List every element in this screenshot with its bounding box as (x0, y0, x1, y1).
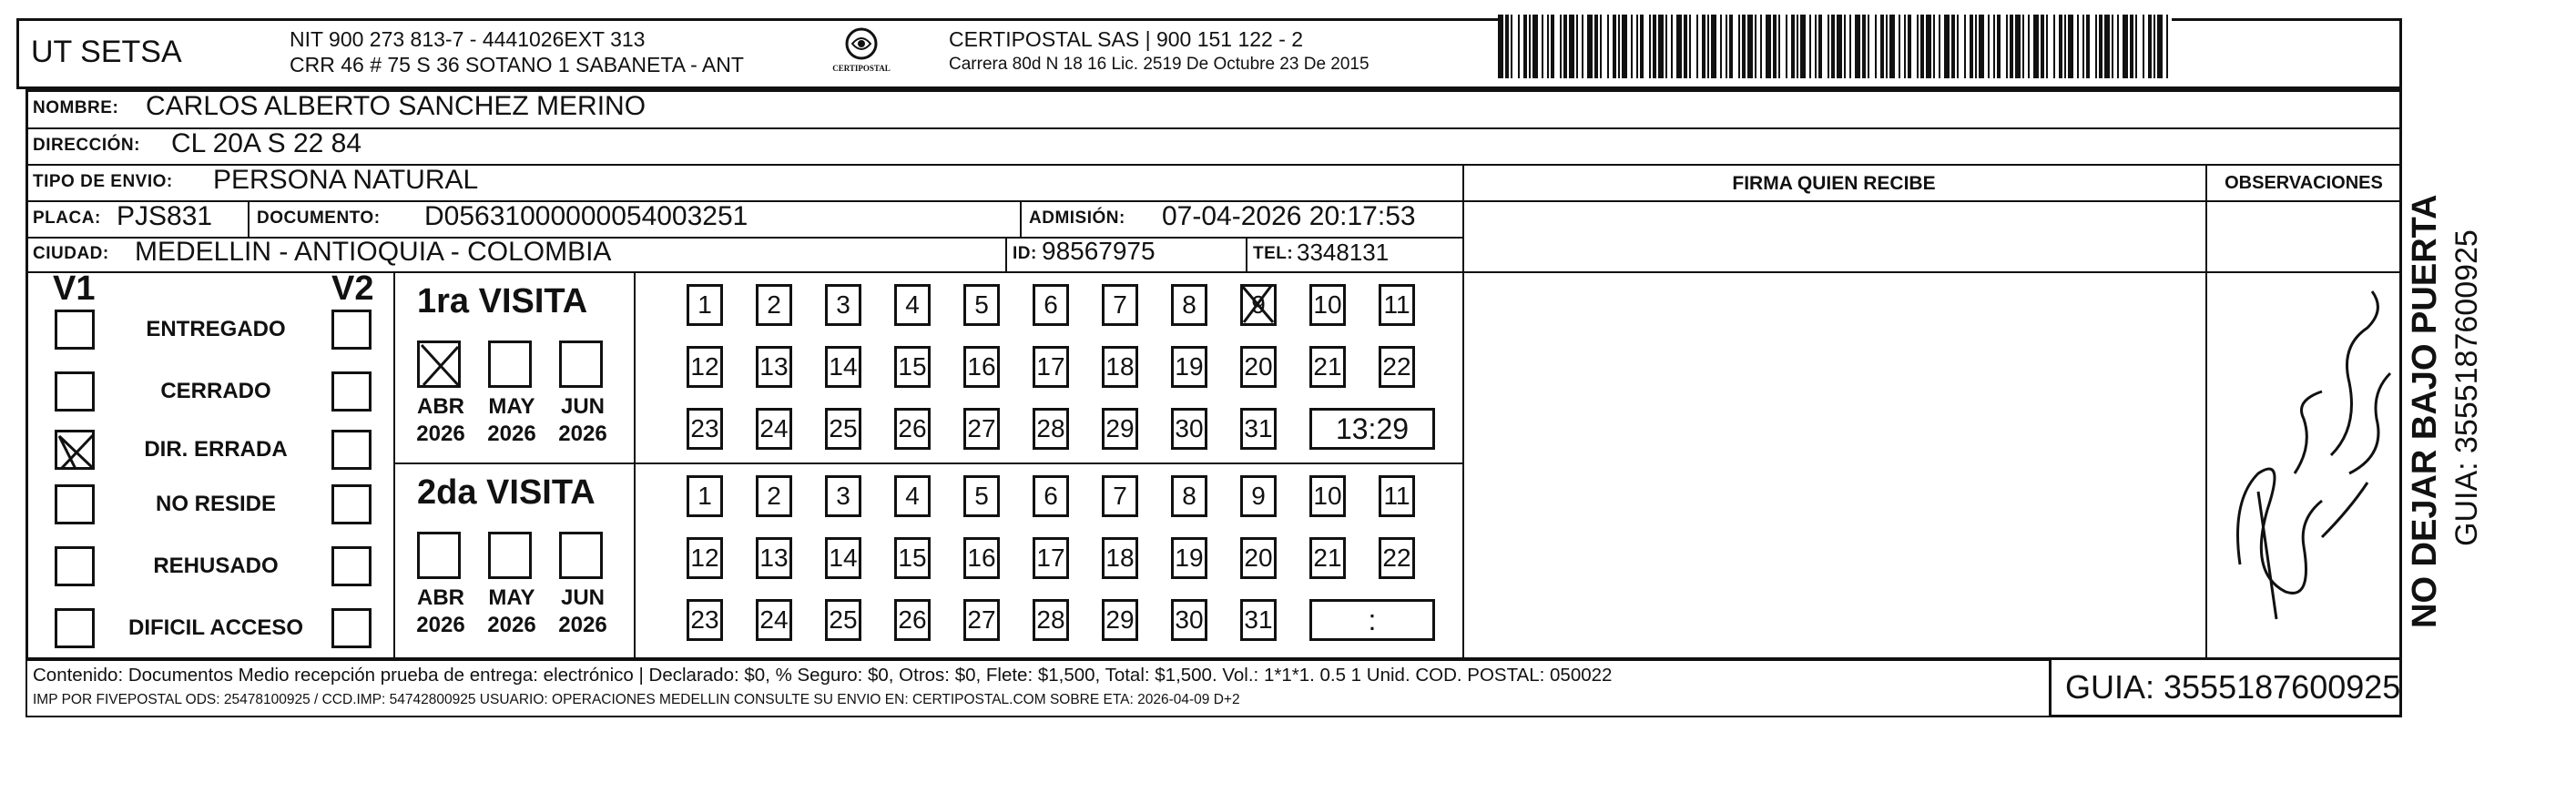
day-box[interactable]: 23 (687, 599, 723, 641)
day-box[interactable]: 13 (756, 537, 792, 579)
day-box[interactable]: 24 (756, 599, 792, 641)
day-box[interactable]: 24 (756, 408, 792, 450)
placa-value: PJS831 (117, 201, 213, 231)
day-box[interactable]: 11 (1379, 475, 1415, 517)
status-label: ENTREGADO (146, 317, 286, 341)
day-box[interactable]: 15 (894, 537, 931, 579)
day-box[interactable]: 26 (894, 408, 931, 450)
carrier-line: CERTIPOSTAL SAS | 900 151 122 - 2 (949, 27, 1304, 51)
imp-line: IMP POR FIVEPOSTAL ODS: 25478100925 / CCD.IMP: 54742800925 USUARIO: OPERACIONES MEDELLIN CONSULTE SU ENVIO EN: CERTIPOSTAL.COM SOBRE ETA: 2026-04-09 D+2 (33, 692, 1240, 707)
recipient-signature (2213, 273, 2404, 637)
day-box[interactable]: 28 (1033, 599, 1069, 641)
day-box[interactable]: 28 (1033, 408, 1069, 450)
day-box[interactable]: 10 (1309, 284, 1346, 326)
month-checkbox[interactable] (488, 341, 532, 388)
day-box[interactable]: 19 (1171, 537, 1207, 579)
day-box[interactable]: 27 (963, 408, 1000, 450)
day-box[interactable]: 30 (1171, 599, 1207, 641)
documento-label: DOCUMENTO: (257, 208, 381, 228)
day-box[interactable]: 26 (894, 599, 931, 641)
day-box[interactable]: 12 (687, 537, 723, 579)
day-box[interactable]: 9 (1240, 475, 1277, 517)
observaciones-column-divider (2205, 164, 2207, 661)
day-box[interactable]: 1 (687, 475, 723, 517)
nit-line: NIT 900 273 813-7 - 4441026EXT 313 (290, 27, 646, 51)
day-box[interactable]: 3 (825, 284, 861, 326)
month-label: ABR 2026 (416, 394, 465, 446)
day-box[interactable]: 20 (1240, 346, 1277, 388)
certipostal-logo-icon (832, 25, 891, 78)
direccion-value: CL 20A S 22 84 (171, 128, 362, 158)
barcode-icon (1498, 15, 2181, 78)
day-box[interactable]: 19 (1171, 346, 1207, 388)
license-line: Carrera 80d N 18 16 Lic. 2519 De Octubre 23 De 2015 (949, 55, 1369, 74)
v1-checkbox[interactable] (55, 430, 95, 470)
status-label: NO RESIDE (155, 492, 277, 516)
visit-divider (393, 462, 1462, 464)
day-box[interactable]: 2 (756, 284, 792, 326)
status-column-divider (393, 271, 395, 657)
v2-checkbox[interactable] (331, 430, 372, 470)
side-guia: GUIA: 3555187600925 (2449, 229, 2484, 546)
nombre-value: CARLOS ALBERTO SANCHEZ MERINO (146, 91, 647, 121)
admision-value: 07-04-2026 20:17:53 (1162, 201, 1416, 231)
day-box[interactable]: 10 (1309, 475, 1346, 517)
id-label: ID: (1013, 244, 1037, 263)
v2-label: V2 (331, 269, 374, 308)
day-box[interactable]: 18 (1102, 346, 1138, 388)
month-checkbox[interactable] (488, 532, 532, 579)
day-box[interactable]: 31 (1240, 599, 1277, 641)
day-box[interactable]: 13 (756, 346, 792, 388)
day-box[interactable]: 18 (1102, 537, 1138, 579)
check-mark-icon (57, 432, 97, 473)
logo-text: CERTIPOSTAL (832, 64, 891, 73)
day-box[interactable]: 7 (1102, 284, 1138, 326)
direccion-label: DIRECCIÓN: (33, 136, 140, 155)
day-box[interactable]: 25 (825, 408, 861, 450)
day-box[interactable]: 29 (1102, 599, 1138, 641)
day-box[interactable]: 23 (687, 408, 723, 450)
tel-label: TEL: (1253, 244, 1294, 263)
id-value: 98567975 (1042, 237, 1156, 265)
day-box[interactable]: 6 (1033, 284, 1069, 326)
nombre-label: NOMBRE: (33, 98, 119, 117)
v1-checkbox[interactable] (55, 484, 95, 524)
day-box[interactable]: 3 (825, 475, 861, 517)
day-box[interactable]: 5 (963, 475, 1000, 517)
check-mark-icon (1240, 284, 1277, 326)
ciudad-label: CIUDAD: (33, 244, 109, 263)
status-label: DIR. ERRADA (144, 437, 288, 462)
day-box[interactable]: 7 (1102, 475, 1138, 517)
check-mark-icon (420, 343, 463, 391)
month-checkbox[interactable] (417, 341, 461, 388)
firma-header: FIRMA QUIEN RECIBE (1732, 173, 1936, 194)
day-box[interactable]: 1 (687, 284, 723, 326)
month-label: JUN 2026 (558, 585, 607, 637)
time-field[interactable]: : (1309, 599, 1435, 641)
day-box[interactable]: 31 (1240, 408, 1277, 450)
day-box[interactable]: 15 (894, 346, 931, 388)
v1-checkbox[interactable] (55, 310, 95, 350)
month-checkbox[interactable] (559, 532, 603, 579)
day-box[interactable]: 4 (894, 284, 931, 326)
v2-checkbox[interactable] (331, 310, 372, 350)
company-name: UT SETSA (31, 35, 182, 69)
day-box[interactable]: 27 (963, 599, 1000, 641)
day-box[interactable]: 21 (1309, 346, 1346, 388)
no-dejar-bajo-puerta: NO DEJAR BAJO PUERTA (2406, 194, 2444, 628)
tipo-envio-label: TIPO DE ENVIO: (33, 172, 173, 191)
visit-title: 2da VISITA (417, 473, 596, 512)
v1-label: V1 (53, 269, 96, 308)
v1-checkbox[interactable] (55, 608, 95, 648)
admision-label: ADMISIÓN: (1029, 208, 1125, 228)
footer-guia: GUIA: 3555187600925 (2065, 668, 2401, 706)
v1-checkbox[interactable] (55, 546, 95, 586)
status-label: REHUSADO (153, 554, 279, 578)
day-box[interactable]: 8 (1171, 475, 1207, 517)
day-box[interactable]: 14 (825, 346, 861, 388)
day-box[interactable]: 20 (1240, 537, 1277, 579)
tipo-envio-value: PERSONA NATURAL (213, 165, 479, 195)
day-box[interactable]: 16 (963, 346, 1000, 388)
month-label: MAY 2026 (487, 585, 536, 637)
day-box[interactable]: 17 (1033, 537, 1069, 579)
time-field[interactable]: 13:29 (1309, 408, 1435, 450)
v2-checkbox[interactable] (331, 371, 372, 412)
v1-checkbox[interactable] (55, 371, 95, 412)
documento-value: D05631000000054003251 (424, 201, 748, 231)
month-checkbox[interactable] (417, 532, 461, 579)
day-box[interactable]: 14 (825, 537, 861, 579)
month-label: ABR 2026 (416, 585, 465, 637)
v2-checkbox[interactable] (331, 546, 372, 586)
day-box[interactable]: 22 (1379, 537, 1415, 579)
v2-checkbox[interactable] (331, 608, 372, 648)
day-box[interactable]: 9 (1240, 284, 1277, 326)
day-box[interactable]: 6 (1033, 475, 1069, 517)
firma-column-divider (1462, 164, 1464, 661)
day-box[interactable]: 30 (1171, 408, 1207, 450)
status-label: DIFICIL ACCESO (127, 615, 303, 640)
visit-title: 1ra VISITA (417, 282, 588, 320)
observaciones-header: OBSERVACIONES (2225, 173, 2383, 193)
v2-checkbox[interactable] (331, 484, 372, 524)
day-box[interactable]: 2 (756, 475, 792, 517)
day-box[interactable]: 12 (687, 346, 723, 388)
address-line: CRR 46 # 75 S 36 SOTANO 1 SABANETA - ANT (290, 53, 744, 76)
day-box[interactable]: 22 (1379, 346, 1415, 388)
month-checkbox[interactable] (559, 341, 603, 388)
day-box[interactable]: 5 (963, 284, 1000, 326)
month-column-divider (634, 271, 636, 657)
day-box[interactable]: 29 (1102, 408, 1138, 450)
day-box[interactable]: 21 (1309, 537, 1346, 579)
ciudad-value: MEDELLIN - ANTIOQUIA - COLOMBIA (135, 237, 612, 267)
day-box[interactable]: 17 (1033, 346, 1069, 388)
day-box[interactable]: 16 (963, 537, 1000, 579)
tel-value: 3348131 (1297, 239, 1390, 266)
day-box[interactable]: 8 (1171, 284, 1207, 326)
status-label: CERRADO (160, 379, 271, 403)
day-box[interactable]: 11 (1379, 284, 1415, 326)
month-label: MAY 2026 (487, 394, 536, 446)
contenido-line: Contenido: Documentos Medio recepción prueba de entrega: electrónico | Declarado: $0, % Seguro: $0, Otros: $0, Flete: $1,500, Total: $1,500. Vol.: 1*1*1. 0.5 1 Unid. COD. POSTAL: 050022 (33, 665, 1613, 686)
placa-label: PLACA: (33, 208, 101, 228)
day-box[interactable]: 25 (825, 599, 861, 641)
day-box[interactable]: 4 (894, 475, 931, 517)
month-label: JUN 2026 (558, 394, 607, 446)
